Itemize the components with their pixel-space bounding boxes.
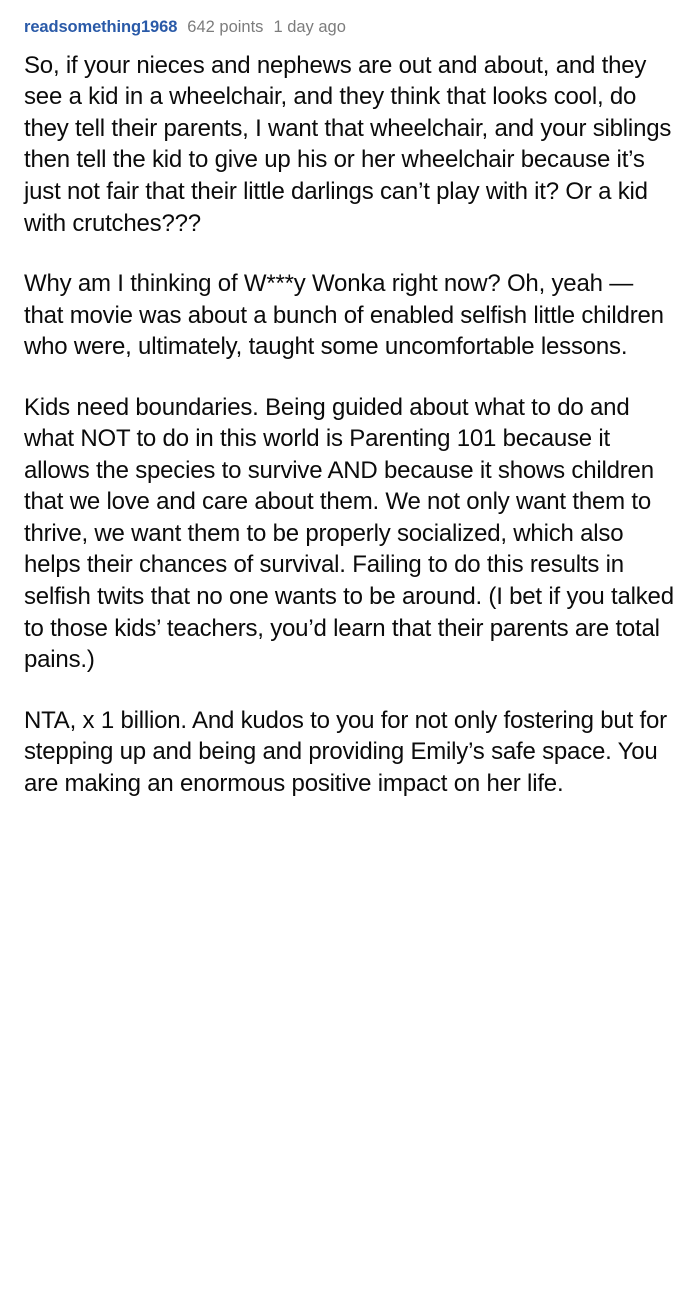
comment-points: 642 points bbox=[187, 18, 264, 36]
comment-body bbox=[24, 50, 676, 799]
comment-timestamp: 1 day ago bbox=[273, 18, 346, 36]
comment-author[interactable]: readsomething1968 bbox=[24, 18, 178, 36]
comment-paragraph: NTA, x 1 billion. And kudos to you for not only fostering but for stepping up and being and providing Emily’s safe space. You are making an enormous positive impact on her life. bbox=[24, 706, 667, 797]
comment-paragraph: Why am I thinking of W***y Wonka right now? Oh, yeah — that movie was about a bunch of enabled selfish little children who were, ultimately, taught some uncomfortable lessons. bbox=[24, 270, 664, 361]
comment-paragraph: Kids need boundaries. Being guided about what to do and what NOT to do in this world is Parenting 101 because it allows the species to survive AND because it shows children that we love and care about them. We not only want them to thrive, we want them to be properly socialized, which also helps their chances of survival. Failing to do this results in selfish twits that no one wants to be around. (I bet if you talked to those kids’ teachers, you’d learn that their parents are total pains.) bbox=[24, 393, 674, 674]
comment-paragraph: So, if your nieces and nephews are out and about, and they see a kid in a wheelchair, and they think that looks cool, do they tell their parents, I want that wheelchair, and your siblings then tell the kid to give up his or her wheelchair because it’s just not fair that their little darlings can’t play with it? Or a kid with crutches??? bbox=[24, 51, 672, 237]
comment-header bbox=[24, 18, 676, 38]
